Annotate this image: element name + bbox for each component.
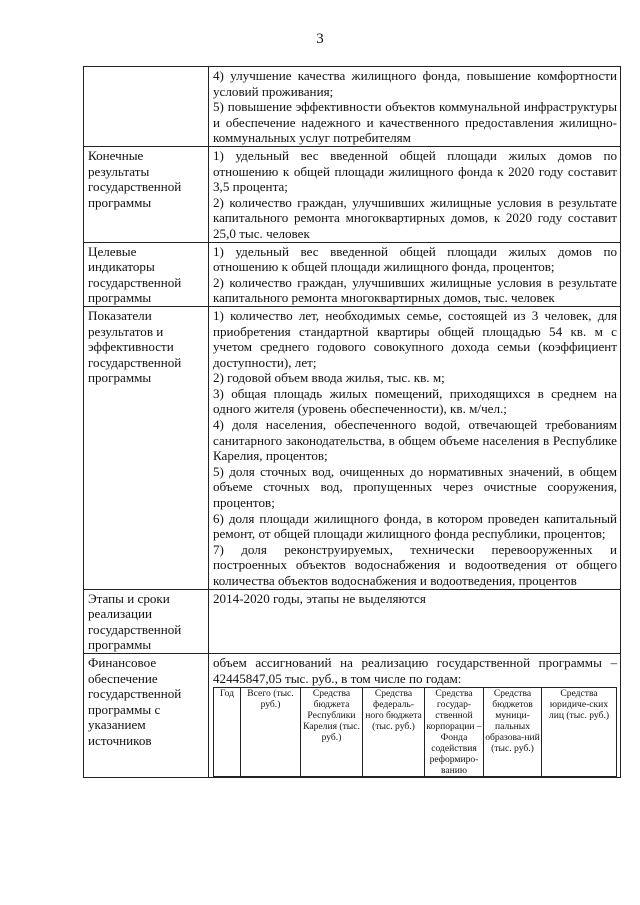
row-value-result-indicators: [209, 306, 621, 589]
table-row-financing: [84, 653, 621, 777]
table-row-final-results: [84, 146, 621, 242]
column-header-legal-entities: Средства юридиче-ских лиц (тыс. руб.): [542, 688, 617, 777]
list-item: 2) количество граждан, улучшивших жилищные условия в результате капитального ремонта многоквартирных домов, к 2020 году составит 25,0 тыс. человек: [213, 194, 617, 241]
row-label-final-results: Конечные результаты государственной программы: [84, 146, 209, 242]
row-value-stages: 2014-2020 годы, этапы не выделяются: [209, 589, 621, 653]
row-value-tasks: [209, 67, 621, 147]
row-label-result-indicators: Показатели результатов и эффективности государственной программы: [84, 306, 209, 589]
row-value-final-results: [209, 146, 621, 242]
list-item: 1) удельный вес введенной общей площади жилых домов по отношению к общей площади жилищного фонда, процентов;: [213, 243, 617, 275]
row-label-target-indicators: Целевые индикаторы государственной программы: [84, 242, 209, 306]
table-row-result-indicators: [84, 306, 621, 589]
task-item: 5) повышение эффективности объектов коммунальной инфраструктуры и обеспечение надежного и качественного предоставления жилищно-коммунальных услуг потребителям: [213, 99, 617, 146]
list-item: 4) доля населения, обеспеченного водой, отвечающей требованиям санитарного законодательства, в общем объеме населения в Республике Карелия, процентов;: [213, 417, 617, 464]
table-row-tasks: [84, 67, 621, 147]
list-item: 1) количество лет, необходимых семье, состоящей из 3 человек, для приобретения стандартной квартиры общей площадью 54 кв. м с учетом среднего годового совокупного дохода семьи (коэффициент доступности), лет;: [213, 307, 617, 370]
column-header-federal-budget: Средства федераль-ного бюджета (тыс. руб.): [363, 688, 425, 777]
column-header-regional-budget: Средства бюджета Республики Карелия (тыс. руб.): [301, 688, 363, 777]
row-value-financing: [209, 653, 621, 777]
financing-years-table: [213, 687, 617, 777]
financing-intro: объем ассигнований на реализацию государственной программы – 42445847,05 тыс. руб., в том числе по годам:: [213, 654, 617, 686]
row-value-target-indicators: [209, 242, 621, 306]
list-item: 2) количество граждан, улучшивших жилищные условия в результате капитального ремонта многоквартирных домов, тыс. человек: [213, 274, 617, 306]
row-label-tasks: [84, 67, 209, 147]
list-item: 2) годовой объем ввода жилья, тыс. кв. м;: [213, 370, 445, 386]
column-header-reform-fund: Средства государ-ственной корпорации – Фонда содействия реформиро-ванию: [426, 688, 482, 777]
list-item: 6) доля площади жилищного фонда, в котором проведен капитальный ремонт, от общей площади жилищного фонда республики, процентов;: [213, 510, 617, 542]
row-label-stages: Этапы и сроки реализации государственной программы: [84, 589, 209, 653]
column-header-year: Год: [214, 688, 241, 777]
task-item: 4) улучшение качества жилищного фонда, повышение комфортности условий проживания;: [213, 68, 617, 99]
column-header-total: Всего (тыс. руб.): [241, 688, 301, 777]
table-row-target-indicators: [84, 242, 621, 306]
list-item: 7) доля реконструируемых, технически перевооруженных и построенных объектов водоснабжения и водоотведения от общего количества объектов водоснабжения и водоотведения, процентов: [213, 541, 617, 588]
table-header-row: [214, 688, 617, 777]
list-item: 1) удельный вес введенной общей площади жилых домов по отношению к общей площади жилищного фонда к 2020 году составит 3,5 процента;: [213, 147, 617, 195]
list-item: 3) общая площадь жилых помещений, приходящихся в среднем на одного жителя (уровень обеспеченности), кв. м/чел.;: [213, 385, 617, 417]
row-label-financing: Финансовое обеспечение государственной программы с указанием источников: [84, 653, 209, 777]
table-row-stages: [84, 589, 621, 653]
page-number: 3: [316, 31, 324, 47]
passport-table: [83, 66, 621, 778]
column-header-municipal-budgets: Средства бюджетов муници-пальных образова-ний (тыс. руб.): [484, 688, 542, 777]
list-item: 5) доля сточных вод, очищенных до нормативных значений, в общем объеме сточных вод, пропущенных через очистные сооружения, процентов;: [213, 463, 617, 511]
